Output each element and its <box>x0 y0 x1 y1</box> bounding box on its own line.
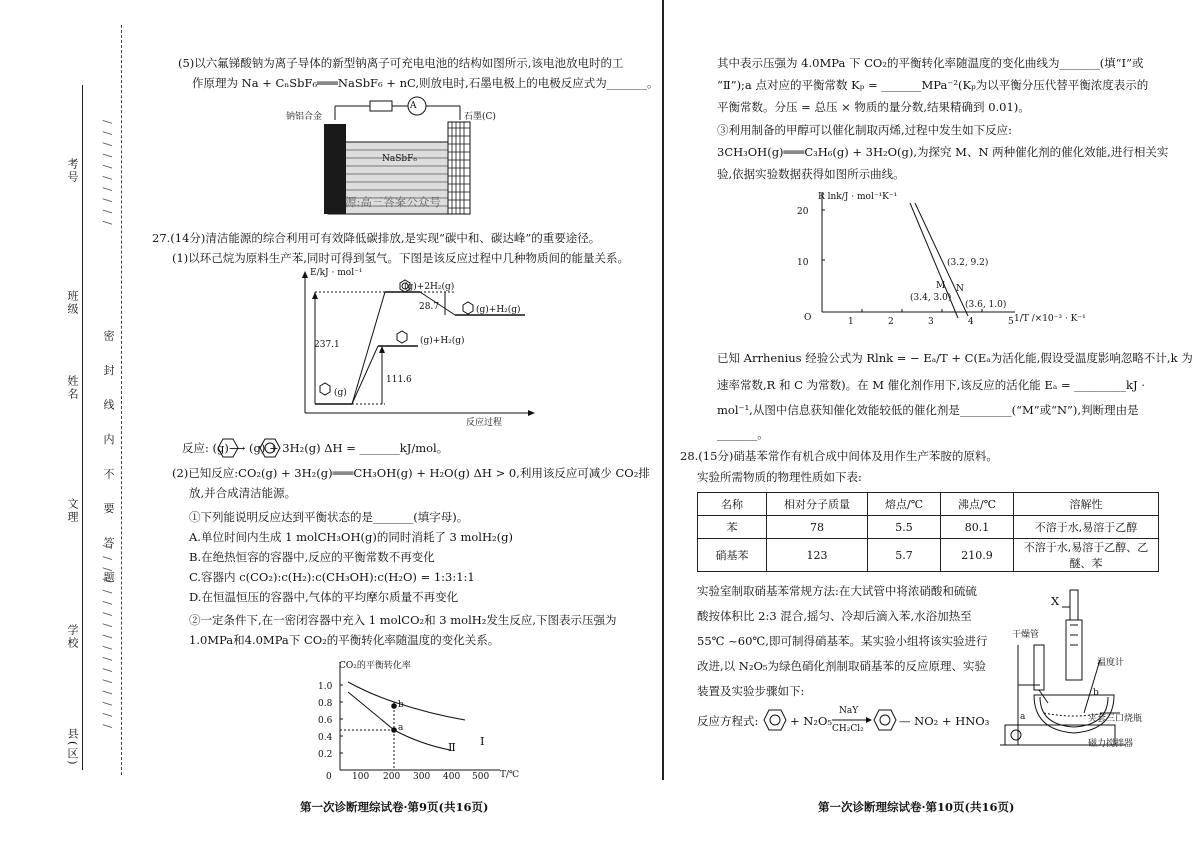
apparatus-figure <box>1000 585 1130 760</box>
q27-reaction: 反应: (g)⟶ (g) + 3H₂(g) ΔH = _______kJ/mol。 <box>182 441 449 455</box>
q27-p1: (1)以环己烷为原料生产苯,同时可得到氢气。下图是该反应过程中几种物质间的能量关系。 <box>172 251 629 265</box>
lab-line5: 装置及实验步骤如下: <box>697 684 805 698</box>
margin-field-school: 学校 <box>66 624 79 650</box>
table-row <box>698 539 1159 572</box>
equation-reactant: + N₂O₅ <box>790 714 833 728</box>
energy-xlabel: 反应过程 <box>466 418 503 428</box>
table-cell: 80.1 <box>941 516 1014 539</box>
watermark: 源:高三答案公众号 <box>345 195 441 209</box>
chart2-label-n: N <box>956 284 964 294</box>
battery-right-label: 石墨(C) <box>464 112 496 122</box>
chart2-point-3: (3.6, 1.0) <box>965 300 1007 310</box>
arrhenius-line4: _______。 <box>717 427 769 441</box>
q27-sub2-line1: ②一定条件下,在一密闭容器中充入 1 molCO₂和 3 molH₂发生反应,下图表示压强为 <box>189 613 617 627</box>
q27-sub2-line2: 1.0MPa和4.0MPa下 CO₂的平衡转化率随温度的变化关系。 <box>189 633 500 647</box>
chart2-xtick-4: 4 <box>968 317 974 327</box>
table-header: 熔点/℃ <box>868 493 941 516</box>
q27-sub1: ①下列能说明反应达到平衡状态的是_______(填字母)。 <box>189 510 469 524</box>
chart1-curve-2: Ⅱ <box>448 740 456 754</box>
table-header: 名称 <box>698 493 767 516</box>
apparatus-label-dryer: 干燥管 <box>1012 630 1040 640</box>
reaction-rings <box>216 437 286 459</box>
chart2-origin: O <box>804 313 812 323</box>
lab-line4: 改进,以 N₂O₅为绿色硝化剂制取硝基苯的反应原理、实验 <box>697 659 987 673</box>
table-header: 相对分子质量 <box>767 493 868 516</box>
chart1-xtick-100: 100 <box>352 772 370 782</box>
table-cell: 苯 <box>698 516 767 539</box>
battery-left-label: 钠铝合金 <box>286 112 323 122</box>
apparatus-label-thermometer: 温度计 <box>1097 658 1125 668</box>
chart1-xtick-300: 300 <box>413 772 431 782</box>
margin-line-dashed <box>121 25 122 775</box>
chart2-ylabel: R lnk/J · mol⁻¹K⁻¹ <box>818 192 898 202</box>
margin-slashes-bottom: / / / / / / / / / / / / / / / / / <box>101 545 114 730</box>
energy-value-28-7: 28.7 <box>419 302 440 312</box>
energy-state-mid: (g)+H₂(g) <box>420 336 465 346</box>
chart2-point-2: (3.4, 3.0) <box>910 293 952 303</box>
q26-5-line1: (5)以六氟锑酸钠为离子导体的新型钠离子可充电电池的结构如图所示,该电池放电时的工 <box>178 56 624 70</box>
left-footer: 第一次诊断理综试卷·第9页(共16页) <box>300 800 489 814</box>
table-header: 溶解性 <box>1014 493 1159 516</box>
arrhenius-line2: 速率常数,R 和 C 为常数)。在 M 催化剂作用下,该反应的活化能 Eₐ = _________kJ · <box>717 378 1145 392</box>
chart1-point-a: a <box>398 723 404 733</box>
chart1-ylabel: CO₂的平衡转化率 <box>339 661 411 671</box>
table-cell: 不溶于水,易溶于乙醇 <box>1014 516 1159 539</box>
chart1-point-b: b <box>398 700 404 710</box>
margin-field-track: 文理 <box>66 498 79 524</box>
lab-line3: 55℃ ~60℃,即可制得硝基苯。某实验小组将该实验进行 <box>697 634 988 648</box>
table-cell: 123 <box>767 539 868 572</box>
chart1-xlabel: T/℃ <box>500 770 520 780</box>
apparatus-label-flask: 夹套三口烧瓶 <box>1088 714 1143 724</box>
chart1-xtick-500: 500 <box>472 772 490 782</box>
q27-option-b: B.在绝热恒容的容器中,反应的平衡常数不再变化 <box>189 550 435 564</box>
q27-option-d: D.在恒温恒压的容器中,气体的平均摩尔质量不再变化 <box>189 590 459 604</box>
table-cell: 78 <box>767 516 868 539</box>
chart1-ytick-1-0: 1.0 <box>318 682 333 692</box>
margin-field-exam-no: 考号 <box>66 158 79 184</box>
anode-rect <box>324 124 346 214</box>
battery-meter-label: A <box>410 101 417 111</box>
right-top-line1: 其中表示压强为 4.0MPa 下 CO₂的平衡转化率随温度的变化曲线为_______(填“Ⅰ”或 <box>717 56 1144 70</box>
q28-table-intro: 实验所需物质的物理性质如下表: <box>697 470 862 484</box>
q28-head: 28.(15分)硝基苯常作有机合成中间体及用作生产苯胺的原料。 <box>680 449 998 463</box>
chart2-xtick-2: 2 <box>888 317 894 327</box>
chart2-xtick-5: 5 <box>1008 317 1014 327</box>
chart1-curve-1: Ⅰ <box>480 734 485 748</box>
chart1-ytick-0-6: 0.6 <box>318 716 333 726</box>
table-cell: 5.5 <box>868 516 941 539</box>
energy-state-bottom: (g) <box>334 388 347 398</box>
apparatus-label-a: a <box>1020 712 1026 722</box>
table-header-row <box>698 493 1159 516</box>
equation-label: 反应方程式: <box>697 714 759 728</box>
q27-head: 27.(14分)清洁能源的综合利用可有效降低碳排放,是实现“碳中和、碳达峰”的重要途径。 <box>152 231 601 245</box>
energy-value-237-1: 237.1 <box>314 340 340 350</box>
apparatus-label-stirrer: 磁力搅拌器 <box>1088 739 1134 749</box>
margin-field-class: 班级 <box>66 290 79 316</box>
equation-solvent: CH₂Cl₂ <box>832 724 864 734</box>
lab-line1: 实验室制取硝基苯常规方法:在大试管中将浓硝酸和硫硫 <box>697 584 977 598</box>
apparatus-label-x: X <box>1051 594 1060 608</box>
energy-state-right: (g)+H₂(g) <box>476 305 521 315</box>
chart2-xtick-3: 3 <box>928 317 934 327</box>
q27-p2-line1: (2)已知反应:CO₂(g) + 3H₂(g)═══CH₃OH(g) + H₂O(g) ΔH > 0,利用该反应可减少 CO₂排 <box>172 466 650 480</box>
margin-field-county: 县(区) <box>66 728 79 767</box>
right-reaction-line2: 验,依据实验数据获得如图所示曲线。 <box>717 167 905 181</box>
q26-5-line2: 作原理为 Na + CₙSbF₆═══NaSbF₆ + nC,则放电时,石墨电极上的电极反应式为_______。 <box>192 76 659 90</box>
margin-seal-text: 密 封 线 内 不 要 答 题 <box>102 330 115 593</box>
chart2-point-1: (3.2, 9.2) <box>947 258 989 268</box>
q27-p2-line2: 放,并合成清洁能源。 <box>189 486 297 500</box>
equation-products: — NO₂ + HNO₃ <box>899 714 990 728</box>
table-row <box>698 516 1159 539</box>
energy-ylabel: E/kJ · mol⁻¹ <box>310 268 363 278</box>
chart1-ytick-0-4: 0.4 <box>318 733 333 743</box>
q27-option-c: C.容器内 c(CO₂):c(H₂):c(CH₃OH):c(H₂O) = 1:3:1:1 <box>189 570 475 584</box>
equation-catalyst: NaY <box>839 706 859 716</box>
chart1-origin: 0 <box>326 772 332 782</box>
right-top-line3: 平衡常数。分压 = 总压 × 物质的量分数,结果精确到 0.01)。 <box>717 100 1030 114</box>
table-cell: 硝基苯 <box>698 539 767 572</box>
energy-value-111-6: 111.6 <box>386 375 412 385</box>
table-cell: 不溶于水,易溶于乙醇、乙醚、苯 <box>1014 539 1159 572</box>
margin-line-outer <box>82 85 83 770</box>
right-top-line2: “Ⅱ”);a 点对应的平衡常数 Kₚ = _______MPa⁻²(Kₚ为以平衡分压代替平衡浓度表示的 <box>717 78 1149 92</box>
chart2-xlabel: 1/T /×10⁻³ · K⁻¹ <box>1014 314 1086 324</box>
apparatus-label-b: b <box>1093 688 1099 698</box>
chart2-label-m: M <box>936 281 946 291</box>
right-q3: ③利用制备的甲醇可以催化制取丙烯,过程中发生如下反应: <box>717 123 1013 137</box>
arrhenius-line1: 已知 Arrhenius 经验公式为 Rlnk = − Eₐ/T + C(Eₐ为活化能,假设受温度影响忽略不计,k 为 <box>717 351 1193 365</box>
energy-state-top: (g)+2H₂(g) <box>404 282 455 292</box>
table-cell: 5.7 <box>868 539 941 572</box>
right-footer: 第一次诊断理综试卷·第10页(共16页) <box>818 800 1015 814</box>
chart2-xtick-1: 1 <box>848 317 854 327</box>
table-cell: 210.9 <box>941 539 1014 572</box>
chart1-ytick-0-2: 0.2 <box>318 750 333 760</box>
chart2-ytick-10: 10 <box>797 258 809 268</box>
page-divider <box>662 0 664 780</box>
chart1-ytick-0-8: 0.8 <box>318 699 333 709</box>
margin-field-name: 姓名 <box>66 375 79 401</box>
q27-option-a: A.单位时间内生成 1 molCH₃OH(g)的同时消耗了 3 molH₂(g) <box>189 530 513 544</box>
margin-slashes-top: / / / / / / / / / / <box>101 120 114 227</box>
chart2-ytick-20: 20 <box>797 207 809 217</box>
chart1-xtick-400: 400 <box>443 772 461 782</box>
table-header: 沸点/℃ <box>941 493 1014 516</box>
co2-conversion-chart <box>310 660 530 785</box>
right-reaction-line1: 3CH₃OH(g)═══C₃H₆(g) + 3H₂O(g),为探究 M、N 两种催化剂的催化效能,进行相关实 <box>717 145 1169 159</box>
arrhenius-line3: mol⁻¹,从图中信息获知催化效能较低的催化剂是_________(“M”或“N”),判断理由是 <box>717 403 1139 417</box>
properties-table <box>697 492 1159 572</box>
battery-electrolyte-label: NaSbF₆ <box>382 154 418 164</box>
lab-line2: 酸按体积比 2:3 混合,摇匀、冷却后滴入苯,水浴加热至 <box>697 609 972 623</box>
chart1-xtick-200: 200 <box>383 772 401 782</box>
